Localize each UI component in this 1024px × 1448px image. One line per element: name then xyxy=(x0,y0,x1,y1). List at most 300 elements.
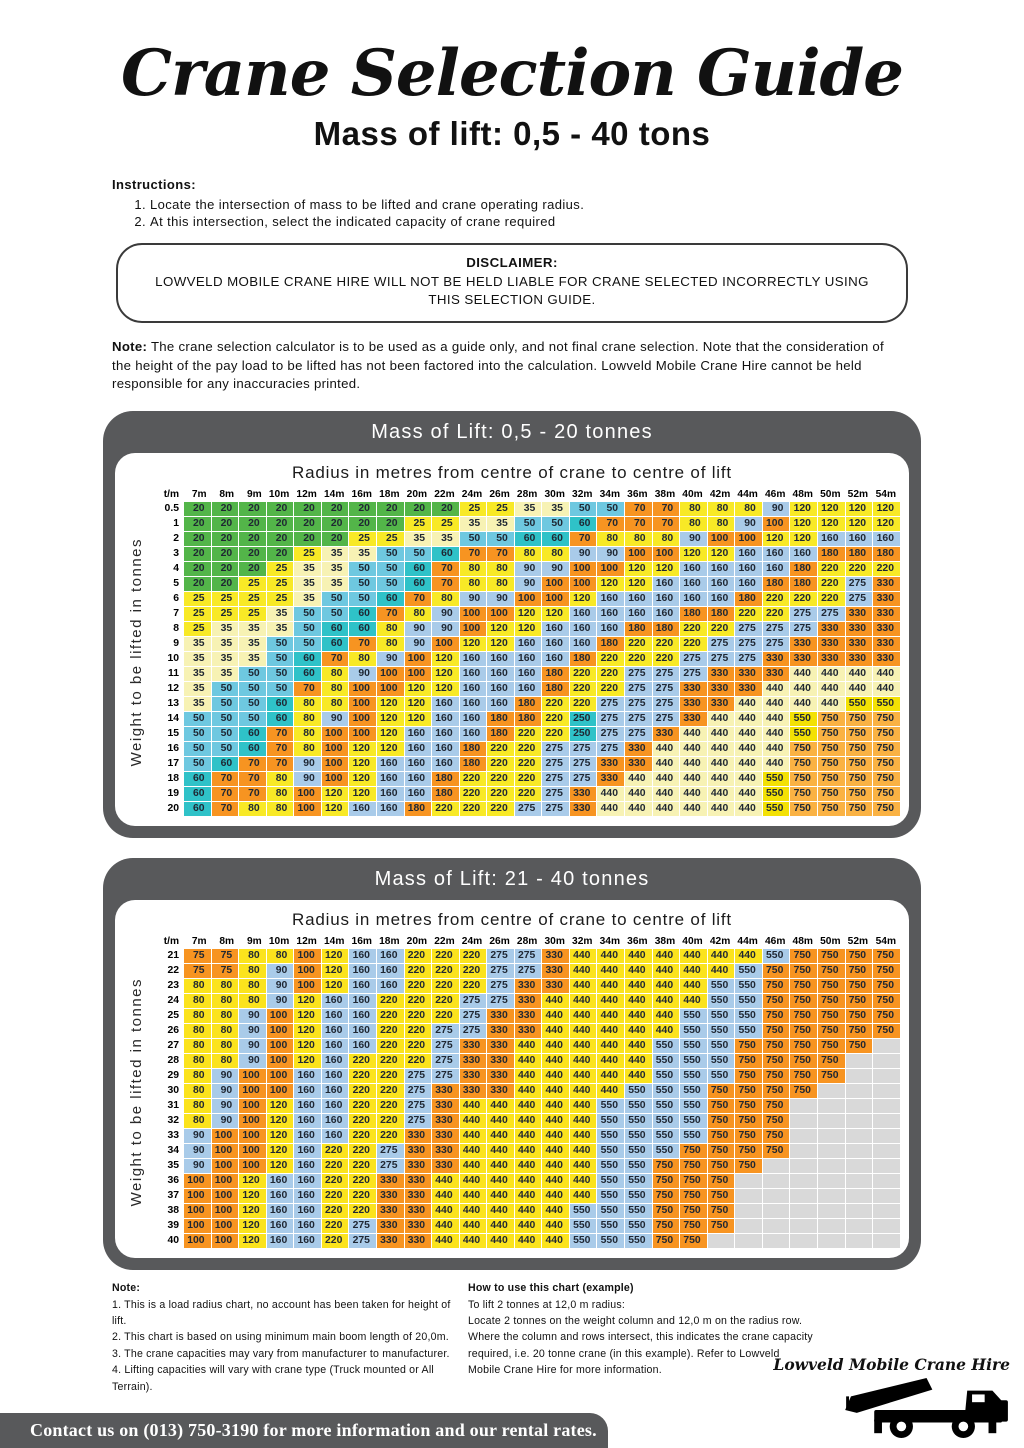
capacity-row xyxy=(150,1234,900,1248)
capacity-cell: 750 xyxy=(846,802,873,816)
capacity-cell: 440 xyxy=(487,1144,514,1158)
contact-bar xyxy=(0,1413,608,1448)
capacity-row xyxy=(150,562,900,576)
radius-column-header: 26m xyxy=(487,488,514,501)
capacity-cell: 100 xyxy=(294,949,321,963)
capacity-cell: 120 xyxy=(405,697,432,711)
capacity-cell: 220 xyxy=(460,802,487,816)
capacity-cell: 750 xyxy=(873,742,900,756)
capacity-cell: 220 xyxy=(542,727,569,741)
capacity-cell: 440 xyxy=(542,1024,569,1038)
section-1-table-wrap xyxy=(123,487,901,817)
capacity-cell: 80 xyxy=(487,562,514,576)
radius-column-header: 7m xyxy=(184,488,211,501)
capacity-cell: 275 xyxy=(625,682,652,696)
capacity-cell: 70 xyxy=(239,772,266,786)
capacity-cell: 160 xyxy=(680,592,707,606)
capacity-cell: 440 xyxy=(625,1009,652,1023)
capacity-cell: 80 xyxy=(239,994,266,1008)
capacity-cell: 220 xyxy=(487,787,514,801)
capacity-cell: 50 xyxy=(349,577,376,591)
empty-cell xyxy=(818,1114,845,1128)
capacity-cell: 160 xyxy=(267,1174,294,1188)
capacity-cell: 550 xyxy=(708,1009,735,1023)
capacity-cell: 20 xyxy=(405,502,432,516)
empty-cell xyxy=(873,1204,900,1218)
capacity-cell: 330 xyxy=(735,682,762,696)
empty-cell xyxy=(846,1174,873,1188)
capacity-cell: 80 xyxy=(294,742,321,756)
capacity-cell: 550 xyxy=(763,949,790,963)
capacity-cell: 275 xyxy=(763,637,790,651)
capacity-cell: 550 xyxy=(763,787,790,801)
capacity-row xyxy=(150,757,900,771)
capacity-cell: 20 xyxy=(322,532,349,546)
capacity-cell: 35 xyxy=(184,697,211,711)
capacity-row xyxy=(150,502,900,516)
capacity-cell: 330 xyxy=(377,1189,404,1203)
capacity-cell: 25 xyxy=(239,577,266,591)
capacity-cell: 100 xyxy=(735,532,762,546)
capacity-cell: 160 xyxy=(570,637,597,651)
weight-cell: 25 xyxy=(150,1009,183,1023)
capacity-cell: 750 xyxy=(846,1039,873,1053)
capacity-cell: 80 xyxy=(212,1024,239,1038)
capacity-cell: 440 xyxy=(570,1114,597,1128)
capacity-cell: 35 xyxy=(322,577,349,591)
capacity-cell: 220 xyxy=(653,637,680,651)
capacity-cell: 100 xyxy=(405,667,432,681)
capacity-cell: 90 xyxy=(267,994,294,1008)
capacity-cell: 550 xyxy=(597,1189,624,1203)
capacity-cell: 220 xyxy=(432,1009,459,1023)
capacity-cell: 440 xyxy=(597,1024,624,1038)
radius-column-header: 32m xyxy=(570,488,597,501)
capacity-cell: 160 xyxy=(267,1204,294,1218)
capacity-cell: 440 xyxy=(735,787,762,801)
capacity-cell: 100 xyxy=(212,1174,239,1188)
capacity-cell: 220 xyxy=(405,1039,432,1053)
capacity-cell: 220 xyxy=(763,607,790,621)
capacity-cell: 275 xyxy=(487,979,514,993)
capacity-cell: 100 xyxy=(239,1099,266,1113)
radius-column-header: 22m xyxy=(432,488,459,501)
capacity-cell: 275 xyxy=(349,1219,376,1233)
empty-cell xyxy=(818,1159,845,1173)
capacity-cell: 275 xyxy=(460,994,487,1008)
capacity-cell: 440 xyxy=(708,802,735,816)
radius-column-header: 9m xyxy=(239,488,266,501)
capacity-cell: 440 xyxy=(487,1219,514,1233)
capacity-cell: 50 xyxy=(212,712,239,726)
capacity-cell: 750 xyxy=(873,979,900,993)
capacity-cell: 220 xyxy=(487,757,514,771)
capacity-cell: 275 xyxy=(846,592,873,606)
capacity-cell: 50 xyxy=(570,502,597,516)
capacity-cell: 440 xyxy=(680,742,707,756)
capacity-cell: 250 xyxy=(570,712,597,726)
capacity-cell: 275 xyxy=(515,949,542,963)
capacity-cell: 90 xyxy=(680,532,707,546)
capacity-cell: 220 xyxy=(653,652,680,666)
capacity-row xyxy=(150,637,900,651)
capacity-cell: 440 xyxy=(542,1054,569,1068)
capacity-cell: 160 xyxy=(570,607,597,621)
capacity-cell: 220 xyxy=(405,949,432,963)
capacity-row xyxy=(150,1219,900,1233)
capacity-cell: 440 xyxy=(708,757,735,771)
capacity-cell: 275 xyxy=(515,802,542,816)
capacity-cell: 100 xyxy=(239,1069,266,1083)
capacity-cell: 750 xyxy=(790,1069,817,1083)
capacity-cell: 275 xyxy=(653,712,680,726)
capacity-cell: 20 xyxy=(184,562,211,576)
capacity-cell: 70 xyxy=(294,682,321,696)
empty-cell xyxy=(846,1144,873,1158)
empty-cell xyxy=(873,1084,900,1098)
capacity-cell: 80 xyxy=(184,1009,211,1023)
capacity-cell: 750 xyxy=(708,1129,735,1143)
capacity-cell: 750 xyxy=(818,802,845,816)
capacity-cell: 440 xyxy=(542,1234,569,1248)
capacity-cell: 160 xyxy=(460,727,487,741)
capacity-cell: 120 xyxy=(294,1054,321,1068)
capacity-cell: 550 xyxy=(625,1234,652,1248)
capacity-cell: 50 xyxy=(460,532,487,546)
capacity-cell: 550 xyxy=(735,964,762,978)
capacity-cell: 440 xyxy=(487,1204,514,1218)
capacity-cell: 275 xyxy=(349,1234,376,1248)
capacity-cell: 750 xyxy=(846,742,873,756)
capacity-cell: 160 xyxy=(322,1114,349,1128)
capacity-cell: 440 xyxy=(735,712,762,726)
capacity-cell: 25 xyxy=(405,517,432,531)
capacity-cell: 750 xyxy=(735,1099,762,1113)
capacity-cell: 220 xyxy=(873,562,900,576)
radius-column-header: 48m xyxy=(790,488,817,501)
capacity-cell: 160 xyxy=(349,964,376,978)
capacity-cell: 120 xyxy=(653,562,680,576)
capacity-cell: 440 xyxy=(653,964,680,978)
empty-cell xyxy=(735,1234,762,1248)
capacity-cell: 750 xyxy=(790,772,817,786)
capacity-cell: 550 xyxy=(708,1039,735,1053)
capacity-cell: 275 xyxy=(735,637,762,651)
capacity-cell: 120 xyxy=(405,682,432,696)
capacity-cell: 220 xyxy=(377,994,404,1008)
capacity-cell: 35 xyxy=(432,532,459,546)
empty-cell xyxy=(818,1174,845,1188)
radius-column-header: 52m xyxy=(846,488,873,501)
capacity-cell: 440 xyxy=(597,1039,624,1053)
capacity-cell: 440 xyxy=(625,1039,652,1053)
capacity-cell: 20 xyxy=(212,547,239,561)
capacity-cell: 330 xyxy=(653,727,680,741)
capacity-cell: 550 xyxy=(597,1144,624,1158)
capacity-cell: 90 xyxy=(487,592,514,606)
capacity-cell: 100 xyxy=(239,1144,266,1158)
capacity-cell: 80 xyxy=(212,979,239,993)
capacity-cell: 80 xyxy=(405,607,432,621)
capacity-cell: 20 xyxy=(377,517,404,531)
capacity-cell: 20 xyxy=(432,502,459,516)
capacity-cell: 80 xyxy=(212,1054,239,1068)
capacity-cell: 180 xyxy=(542,667,569,681)
capacity-cell: 160 xyxy=(294,1084,321,1098)
capacity-cell: 25 xyxy=(239,607,266,621)
capacity-cell: 100 xyxy=(349,727,376,741)
capacity-cell: 440 xyxy=(570,1189,597,1203)
capacity-cell: 550 xyxy=(680,1009,707,1023)
capacity-cell: 120 xyxy=(432,682,459,696)
capacity-cell: 330 xyxy=(873,577,900,591)
capacity-cell: 750 xyxy=(680,1189,707,1203)
capacity-cell: 220 xyxy=(349,1129,376,1143)
weight-cell: 27 xyxy=(150,1039,183,1053)
radius-column-header: 46m xyxy=(763,935,790,948)
capacity-cell: 440 xyxy=(653,979,680,993)
capacity-cell: 750 xyxy=(735,1039,762,1053)
capacity-cell: 220 xyxy=(597,652,624,666)
capacity-cell: 440 xyxy=(680,964,707,978)
capacity-cell: 20 xyxy=(239,547,266,561)
instructions-list xyxy=(112,197,1024,229)
capacity-cell: 160 xyxy=(294,1204,321,1218)
capacity-cell: 220 xyxy=(349,1069,376,1083)
capacity-cell: 160 xyxy=(432,712,459,726)
empty-cell xyxy=(846,1204,873,1218)
capacity-cell: 220 xyxy=(322,1219,349,1233)
capacity-cell: 25 xyxy=(212,607,239,621)
capacity-row xyxy=(150,1114,900,1128)
capacity-cell: 440 xyxy=(570,964,597,978)
capacity-cell: 330 xyxy=(846,622,873,636)
capacity-cell: 440 xyxy=(542,1129,569,1143)
capacity-cell: 35 xyxy=(184,667,211,681)
capacity-cell: 440 xyxy=(625,787,652,801)
capacity-cell: 220 xyxy=(818,592,845,606)
capacity-cell: 750 xyxy=(708,1099,735,1113)
capacity-cell: 330 xyxy=(625,757,652,771)
capacity-cell: 330 xyxy=(873,637,900,651)
radius-column-header: 40m xyxy=(680,935,707,948)
capacity-cell: 550 xyxy=(708,994,735,1008)
capacity-cell: 750 xyxy=(735,1144,762,1158)
capacity-cell: 120 xyxy=(294,1024,321,1038)
disclaimer-box xyxy=(116,243,908,323)
capacity-row xyxy=(150,1099,900,1113)
capacity-cell: 275 xyxy=(432,1024,459,1038)
capacity-cell: 440 xyxy=(653,802,680,816)
capacity-cell: 80 xyxy=(542,547,569,561)
radius-column-header: 28m xyxy=(515,935,542,948)
capacity-cell: 50 xyxy=(212,697,239,711)
capacity-cell: 80 xyxy=(184,1039,211,1053)
capacity-cell: 440 xyxy=(487,1189,514,1203)
capacity-cell: 440 xyxy=(763,712,790,726)
capacity-cell: 80 xyxy=(267,949,294,963)
capacity-cell: 160 xyxy=(294,1234,321,1248)
capacity-cell: 550 xyxy=(653,1069,680,1083)
radius-column-header: 7m xyxy=(184,935,211,948)
capacity-cell: 90 xyxy=(212,1099,239,1113)
capacity-cell: 550 xyxy=(597,1114,624,1128)
capacity-cell: 440 xyxy=(542,1174,569,1188)
capacity-cell: 440 xyxy=(653,1009,680,1023)
capacity-cell: 160 xyxy=(597,622,624,636)
capacity-cell: 35 xyxy=(212,667,239,681)
empty-cell xyxy=(763,1159,790,1173)
capacity-cell: 60 xyxy=(432,547,459,561)
capacity-cell: 750 xyxy=(790,1084,817,1098)
capacity-cell: 330 xyxy=(570,802,597,816)
capacity-cell: 50 xyxy=(184,742,211,756)
capacity-cell: 440 xyxy=(542,1189,569,1203)
capacity-cell: 100 xyxy=(267,1069,294,1083)
capacity-cell: 330 xyxy=(377,1234,404,1248)
capacity-cell: 220 xyxy=(542,712,569,726)
capacity-cell: 75 xyxy=(212,949,239,963)
capacity-cell: 180 xyxy=(515,712,542,726)
capacity-cell: 160 xyxy=(432,697,459,711)
empty-cell xyxy=(735,1174,762,1188)
capacity-cell: 440 xyxy=(625,979,652,993)
capacity-cell: 750 xyxy=(846,949,873,963)
capacity-cell: 20 xyxy=(184,577,211,591)
capacity-cell: 90 xyxy=(212,1084,239,1098)
capacity-row xyxy=(150,1129,900,1143)
capacity-cell: 750 xyxy=(846,772,873,786)
weight-cell: 0.5 xyxy=(150,502,183,516)
capacity-cell: 50 xyxy=(267,667,294,681)
capacity-cell: 330 xyxy=(873,652,900,666)
capacity-cell: 80 xyxy=(322,682,349,696)
capacity-cell: 35 xyxy=(212,637,239,651)
capacity-cell: 80 xyxy=(377,637,404,651)
capacity-cell: 70 xyxy=(239,757,266,771)
capacity-cell: 20 xyxy=(184,502,211,516)
capacity-cell: 20 xyxy=(212,502,239,516)
capacity-cell: 440 xyxy=(708,772,735,786)
empty-cell xyxy=(818,1204,845,1218)
capacity-cell: 220 xyxy=(377,1039,404,1053)
capacity-cell: 750 xyxy=(790,1039,817,1053)
weight-cell: 17 xyxy=(150,757,183,771)
capacity-cell: 750 xyxy=(846,994,873,1008)
capacity-cell: 440 xyxy=(597,1084,624,1098)
weight-cell: 10 xyxy=(150,652,183,666)
capacity-cell: 275 xyxy=(570,757,597,771)
capacity-cell: 220 xyxy=(460,772,487,786)
capacity-cell: 550 xyxy=(570,1219,597,1233)
weight-cell: 24 xyxy=(150,994,183,1008)
capacity-cell: 180 xyxy=(763,577,790,591)
capacity-cell: 35 xyxy=(294,577,321,591)
radius-column-header: 28m xyxy=(515,488,542,501)
capacity-cell: 25 xyxy=(294,547,321,561)
capacity-cell: 160 xyxy=(432,757,459,771)
capacity-cell: 550 xyxy=(680,1114,707,1128)
capacity-cell: 220 xyxy=(377,1069,404,1083)
radius-column-header: 42m xyxy=(708,935,735,948)
capacity-cell: 180 xyxy=(625,622,652,636)
capacity-cell: 160 xyxy=(515,682,542,696)
capacity-cell: 80 xyxy=(460,577,487,591)
capacity-cell: 80 xyxy=(212,994,239,1008)
capacity-cell: 550 xyxy=(625,1099,652,1113)
capacity-cell: 160 xyxy=(432,742,459,756)
radius-column-header: 12m xyxy=(294,935,321,948)
capacity-cell: 160 xyxy=(487,697,514,711)
weight-cell: 20 xyxy=(150,802,183,816)
capacity-cell: 275 xyxy=(460,1009,487,1023)
section-2-radius-heading: Radius in metres from centre of crane to centre of lift xyxy=(292,910,732,930)
capacity-cell: 550 xyxy=(597,1219,624,1233)
weight-cell: 28 xyxy=(150,1054,183,1068)
capacity-cell: 750 xyxy=(818,964,845,978)
weight-cell: 14 xyxy=(150,712,183,726)
capacity-cell: 90 xyxy=(184,1144,211,1158)
capacity-cell: 330 xyxy=(377,1204,404,1218)
capacity-cell: 25 xyxy=(267,562,294,576)
capacity-cell: 160 xyxy=(294,1099,321,1113)
capacity-cell: 330 xyxy=(542,949,569,963)
capacity-cell: 80 xyxy=(184,1054,211,1068)
capacity-row xyxy=(150,727,900,741)
capacity-cell: 750 xyxy=(790,994,817,1008)
capacity-cell: 330 xyxy=(460,1054,487,1068)
capacity-cell: 440 xyxy=(597,1054,624,1068)
capacity-cell: 330 xyxy=(405,1189,432,1203)
capacity-cell: 35 xyxy=(184,637,211,651)
capacity-cell: 220 xyxy=(405,1009,432,1023)
empty-cell xyxy=(846,1069,873,1083)
capacity-cell: 275 xyxy=(377,1159,404,1173)
capacity-cell: 440 xyxy=(570,1129,597,1143)
section-1-title: Mass of Lift: 0,5 - 20 tonnes xyxy=(371,421,653,444)
capacity-cell: 160 xyxy=(735,577,762,591)
capacity-cell: 440 xyxy=(735,697,762,711)
capacity-cell: 120 xyxy=(597,577,624,591)
capacity-cell: 220 xyxy=(377,1009,404,1023)
section-2-table-wrap xyxy=(123,934,901,1249)
capacity-cell: 220 xyxy=(405,964,432,978)
capacity-row xyxy=(150,622,900,636)
capacity-cell: 330 xyxy=(432,1144,459,1158)
capacity-cell: 750 xyxy=(846,787,873,801)
capacity-cell: 80 xyxy=(267,802,294,816)
capacity-cell: 35 xyxy=(212,622,239,636)
capacity-cell: 90 xyxy=(405,637,432,651)
capacity-cell: 440 xyxy=(735,772,762,786)
capacity-cell: 275 xyxy=(515,964,542,978)
radius-column-header: 26m xyxy=(487,935,514,948)
capacity-cell: 550 xyxy=(735,979,762,993)
capacity-cell: 180 xyxy=(708,607,735,621)
capacity-cell: 750 xyxy=(763,1114,790,1128)
capacity-cell: 750 xyxy=(680,1159,707,1173)
capacity-cell: 20 xyxy=(184,517,211,531)
capacity-cell: 275 xyxy=(625,667,652,681)
weight-cell: 26 xyxy=(150,1024,183,1038)
capacity-cell: 330 xyxy=(487,1024,514,1038)
capacity-row xyxy=(150,592,900,606)
capacity-cell: 750 xyxy=(873,757,900,771)
capacity-cell: 440 xyxy=(570,1159,597,1173)
capacity-cell: 750 xyxy=(818,742,845,756)
capacity-cell: 220 xyxy=(460,949,487,963)
capacity-cell: 120 xyxy=(763,532,790,546)
